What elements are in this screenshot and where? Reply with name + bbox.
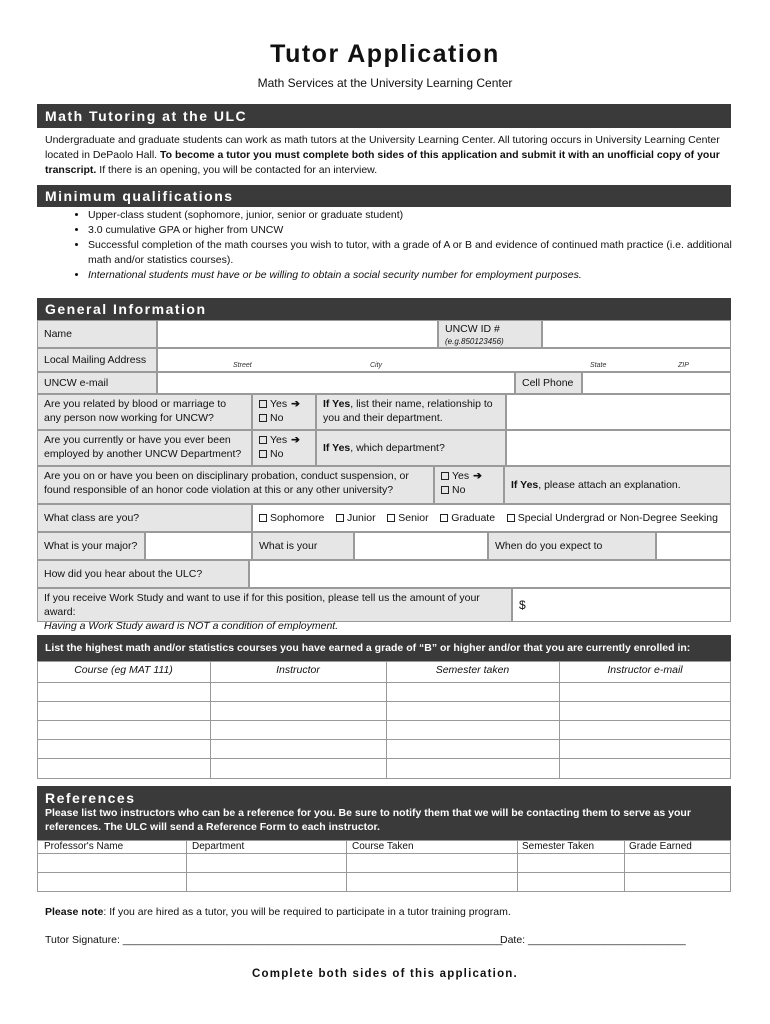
qualifications-list [60, 208, 748, 283]
page-subtitle: Math Services at the University Learning Center [257, 76, 513, 90]
no-label: No [270, 448, 284, 460]
workstudy-note: Having a Work Study award is NOT a condition of employment. [44, 620, 339, 632]
class-options [252, 504, 731, 532]
column-header-course: Course (eg MAT 111) [74, 664, 173, 676]
page-title: Tutor Application [270, 40, 500, 68]
column-divider [624, 840, 625, 892]
if-yes-text: , which department? [350, 442, 445, 454]
section-general-header [37, 298, 731, 320]
discipline-options [434, 466, 504, 504]
discipline-question: Are you on or have you been on disciplinary probation, conduct suspension, or found responsible of an honor code violation at this or any other university? [37, 466, 434, 504]
employed-details-field[interactable] [506, 430, 731, 466]
row-divider [37, 872, 731, 873]
minor-question: What is your [252, 532, 354, 560]
employed-yes-checkbox[interactable] [259, 436, 267, 444]
related-yes-checkbox[interactable] [259, 400, 267, 408]
date-line[interactable]: Date: ___________________________ [500, 934, 686, 946]
related-details-field[interactable] [506, 394, 731, 430]
related-question: Are you related by blood or marriage to any person now working for UNCW? [37, 394, 252, 430]
list-item: • Successful completion of the math courses you wish to tutor, with a grade of A or B and evidence of continued math practice (i.e. additional math and/or statistics courses). [88, 238, 748, 268]
intro-text-end: If there is an opening, you will be contacted for an interview. [96, 164, 378, 176]
class-question: What class are you? [37, 504, 252, 532]
row-divider [37, 739, 731, 740]
street-hint: Street [233, 362, 252, 369]
list-item: • Upper-class student (sophomore, junior, senior or graduate student) [88, 208, 748, 223]
intro-bold-text: To become a tutor you must complete both sides of this application and submit it with an unofficial copy of your transcript. [45, 149, 720, 176]
arrow-right-icon: ➔ [291, 398, 300, 410]
employed-ifyes-label [316, 430, 506, 466]
arrow-right-icon: ➔ [291, 434, 300, 446]
row-divider [37, 720, 731, 721]
class-option-label: Sophomore [270, 512, 325, 524]
ref-column-professor: Professor's Name [44, 841, 124, 852]
ref-column-grade: Grade Earned [629, 841, 692, 852]
employed-options [252, 430, 316, 466]
email-field[interactable] [157, 372, 515, 394]
if-yes-bold: If Yes [511, 479, 539, 491]
hear-question: How did you hear about the ULC? [37, 560, 249, 588]
section-title: Minimum qualifications [45, 188, 234, 204]
class-option-label: Junior [346, 512, 376, 524]
if-yes-text: , please attach an explanation. [538, 479, 681, 491]
graduate-question: When do you expect to [488, 532, 656, 560]
if-yes-bold: If Yes [323, 398, 351, 410]
related-options [252, 394, 316, 430]
city-hint: City [370, 362, 383, 369]
courses-header: List the highest math and/or statistics courses you have earned a grade of “B” or higher and/or that you are currently enrolled in: [37, 635, 731, 661]
cell-phone-field[interactable] [582, 372, 731, 394]
list-item: • International students must have or be willing to obtain a social security number for employment purposes. [88, 268, 748, 283]
uncw-id-field[interactable] [542, 320, 731, 348]
cell-phone-label: Cell Phone [515, 372, 582, 394]
class-option-label: Graduate [451, 512, 496, 524]
training-note [45, 906, 511, 918]
column-header-instructor: Instructor [276, 664, 320, 676]
name-field[interactable] [157, 320, 438, 348]
class-special-checkbox[interactable] [507, 514, 515, 522]
hear-field[interactable] [249, 560, 731, 588]
references-title: References [45, 790, 136, 806]
graduate-field[interactable] [656, 532, 731, 560]
arrow-right-icon: ➔ [473, 470, 482, 482]
no-label: No [270, 412, 284, 424]
name-label: Name [37, 320, 157, 348]
workstudy-amount-field[interactable]: $ [512, 588, 731, 622]
related-no-checkbox[interactable] [259, 414, 267, 422]
intro-paragraph [45, 133, 725, 178]
ref-column-department: Department [192, 841, 245, 852]
id-label-text: UNCW ID # [445, 323, 500, 335]
signature-line[interactable]: Tutor Signature: _________________________________________________________________ [45, 934, 503, 946]
column-header-email: Instructor e-mail [607, 664, 683, 676]
row-divider [37, 853, 731, 854]
if-yes-text: , list their name, relationship to you and their department. [323, 398, 493, 424]
employed-question: Are you currently or have you ever been employed by another UNCW Department? [37, 430, 252, 466]
section-title: Math Tutoring at the ULC [45, 108, 248, 124]
class-junior-checkbox[interactable] [336, 514, 344, 522]
column-divider [186, 840, 187, 892]
class-sophomore-checkbox[interactable] [259, 514, 267, 522]
related-ifyes-label [316, 394, 506, 430]
discipline-no-checkbox[interactable] [441, 486, 449, 494]
section-math-tutoring-header [37, 104, 731, 128]
references-header [37, 786, 731, 840]
column-header-semester: Semester taken [435, 664, 510, 676]
complete-both-sides-notice: Complete both sides of this application. [252, 968, 518, 980]
section-qualifications-header [37, 185, 731, 207]
major-question: What is your major? [37, 532, 145, 560]
intro-text: Undergraduate and graduate students can work as math tutors at the University Learning Center. All tutoring occurs in University Learning Center located in DePaolo Hall. [45, 134, 720, 161]
class-option-label: Senior [398, 512, 429, 524]
row-divider [37, 758, 731, 759]
workstudy-question [37, 588, 512, 632]
discipline-ifyes-label [504, 466, 731, 504]
class-graduate-checkbox[interactable] [440, 514, 448, 522]
yes-label: Yes [270, 398, 288, 410]
row-divider [37, 701, 731, 702]
list-item: • 3.0 cumulative GPA or higher from UNCW [88, 223, 748, 238]
if-yes-bold: If Yes [323, 442, 351, 454]
class-option-label: Special Undergrad or Non-Degree Seeking [517, 512, 718, 524]
employed-no-checkbox[interactable] [259, 450, 267, 458]
note-bold: Please note [45, 906, 104, 918]
discipline-yes-checkbox[interactable] [441, 472, 449, 480]
major-field[interactable] [145, 532, 252, 560]
note-text: : If you are hired as a tutor, you will be required to participate in a tutor training program. [103, 906, 511, 918]
section-title: General Information [45, 301, 207, 317]
column-divider [346, 840, 347, 892]
zip-hint: ZIP [678, 362, 689, 369]
ref-column-semester: Semester Taken [522, 841, 595, 852]
address-label: Local Mailing Address [37, 348, 157, 372]
yes-label: Yes [452, 470, 470, 482]
yes-label: Yes [270, 434, 288, 446]
uncw-id-label [438, 320, 542, 348]
ref-column-course: Course Taken [352, 841, 414, 852]
column-divider [517, 840, 518, 892]
references-instructions: Please list two instructors who can be a reference for you. Be sure to notify them that we will be contacting them to serve as your references. The ULC will send a Reference Form to each instructor. [45, 807, 691, 833]
email-label: UNCW e-mail [37, 372, 157, 394]
state-hint: State [590, 362, 607, 369]
minor-field[interactable] [354, 532, 488, 560]
row-divider [37, 682, 731, 683]
class-senior-checkbox[interactable] [387, 514, 395, 522]
id-hint: (e.g.850123456) [445, 337, 504, 346]
no-label: No [452, 484, 466, 496]
workstudy-text: If you receive Work Study and want to use if for this position, please tell us the amount of your award: [44, 592, 480, 618]
